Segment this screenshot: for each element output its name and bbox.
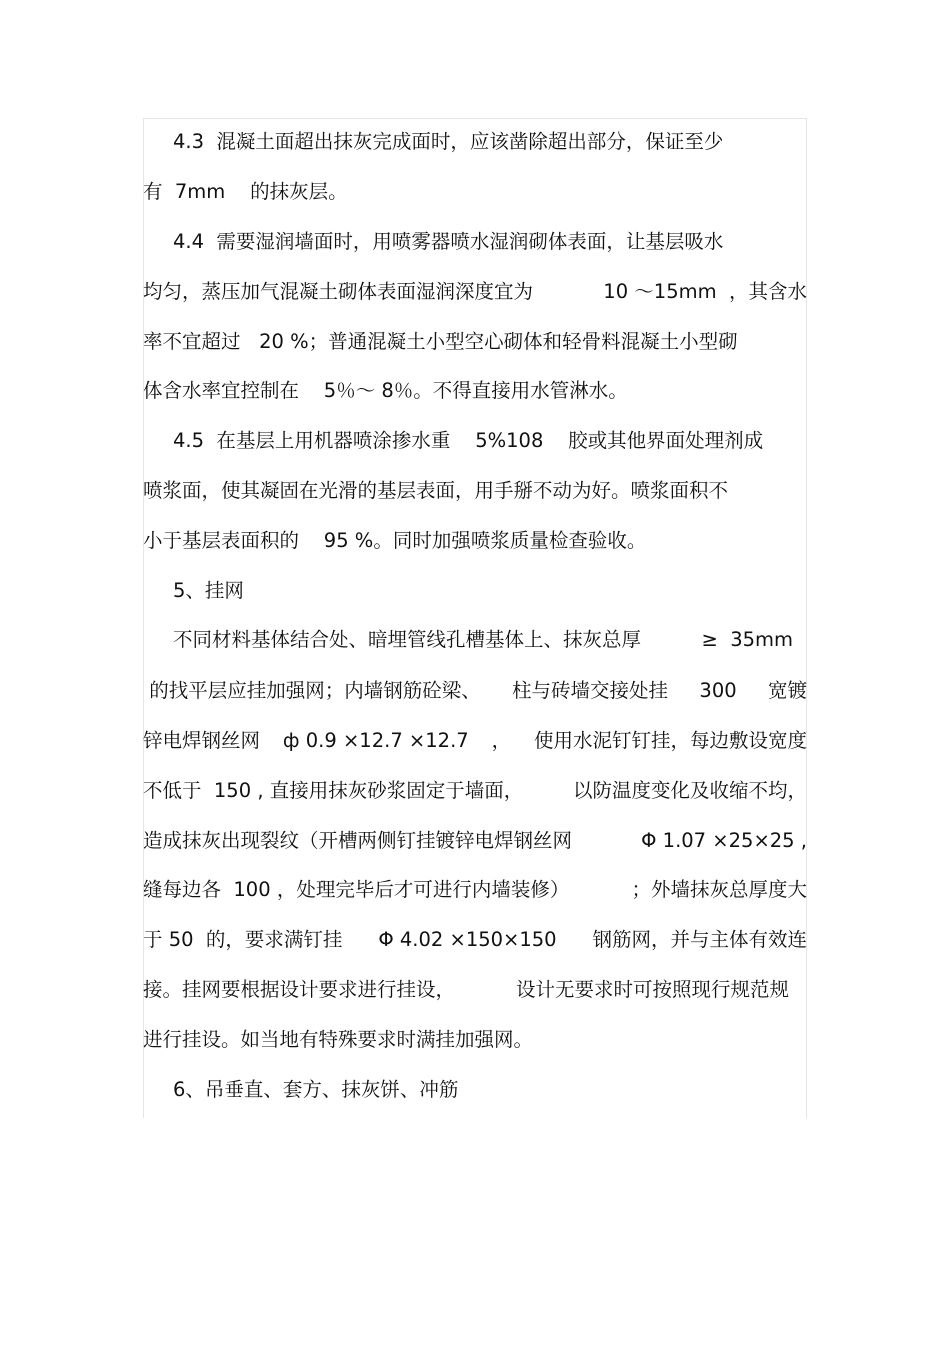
- text-segment: 宽镀: [767, 679, 807, 702]
- text-segment: 小于基层表面积的 95 %。同时加强喷浆质量检查验收。: [143, 529, 647, 552]
- text-line: [143, 1025, 807, 1055]
- text-segment: 体含水率宜控制在 5％～ 8％。不得直接用水管淋水。: [143, 379, 628, 402]
- text-segment: ，: [491, 729, 512, 752]
- text-segment: 4.5 在基层上用机器喷涂掺水重 5%108 胶或其他界面处理剂成: [173, 429, 764, 452]
- text-segment: 均匀，蒸压加气混凝土砌体表面湿润深度宜为: [143, 280, 534, 303]
- text-segment: 进行挂设。如当地有特殊要求时满挂加强网。: [143, 1028, 534, 1051]
- text-line: [143, 227, 807, 257]
- text-line: [143, 426, 807, 456]
- text-segment: 不低于 150 , 直接用抹灰砂浆固定于墙面，: [143, 779, 524, 802]
- text-line: [143, 127, 807, 157]
- text-line: [143, 875, 807, 905]
- text-line: [143, 625, 807, 655]
- text-segment: 缝每边各 100 ，处理完毕后才可进行内墙装修）: [143, 878, 570, 901]
- text-segment: 使用水泥钉钉挂，每边敷设宽度: [533, 729, 807, 752]
- text-line: [143, 476, 807, 506]
- section-heading: [143, 1075, 807, 1105]
- text-line: [143, 676, 807, 706]
- section-heading: [143, 576, 807, 606]
- text-line: [143, 526, 807, 556]
- text-line: [143, 277, 807, 307]
- text-line: [143, 327, 807, 357]
- page-frame: [143, 118, 807, 1118]
- text-segment: ф 0.9 ×12.7 ×12.7: [282, 729, 469, 752]
- text-line: [143, 826, 807, 856]
- text-segment: 于 50 的，要求满钉挂: [143, 928, 343, 951]
- text-segment: 的找平层应挂加强网；内墙钢筋砼梁、: [143, 679, 481, 702]
- text-segment: 设计无要求时可按照现行规范规: [515, 978, 789, 1001]
- text-segment: 5、挂网: [173, 579, 244, 602]
- text-segment: 4.4 需要湿润墙面时，用喷雾器喷水湿润砌体表面，让基层吸水: [173, 230, 724, 253]
- text-segment: ≥ 35mm: [701, 628, 793, 651]
- text-segment: 柱与砖墙交接处挂: [512, 679, 669, 702]
- text-segment: 300: [699, 679, 737, 702]
- text-segment: 锌电焊钢丝网: [143, 729, 261, 752]
- text-line: [143, 925, 807, 955]
- text-line: [143, 726, 807, 756]
- text-line: [143, 177, 807, 207]
- text-segment: 以防温度变化及收缩不均，: [572, 779, 807, 802]
- text-segment: 率不宜超过 20 %；普通混凝土小型空心砌体和轻骨料混凝土小型砌: [143, 330, 738, 353]
- text-segment: Φ 4.02 ×150×150: [378, 928, 557, 951]
- text-segment: 6、吊垂直、套方、抹灰饼、冲筋: [173, 1078, 459, 1101]
- text-segment: 钢筋网，并与主体有效连: [592, 928, 807, 951]
- text-line: [143, 776, 807, 806]
- text-segment: 造成抹灰出现裂纹（开槽两侧钉挂镀锌电焊钢丝网: [143, 829, 573, 852]
- text-segment: 接。挂网要根据设计要求进行挂设，: [143, 978, 456, 1001]
- text-line: [143, 376, 807, 406]
- text-segment: Φ 1.07 ×25×25 ,: [641, 829, 807, 852]
- text-segment: 10 ～15mm ，其含水: [603, 280, 807, 303]
- text-segment: 不同材料基体结合处、暗埋管线孔槽基体上、抹灰总厚: [173, 628, 642, 651]
- text-line: [143, 975, 807, 1005]
- text-segment: 有 7mm 的抹灰层。: [143, 180, 348, 203]
- text-segment: 喷浆面，使其凝固在光滑的基层表面，用手掰不动为好。喷浆面积不: [143, 479, 729, 502]
- text-segment: 4.3 混凝土面超出抹灰完成面时，应该凿除超出部分，保证至少: [173, 130, 724, 153]
- text-segment: ；外墙抹灰总厚度大: [631, 878, 807, 901]
